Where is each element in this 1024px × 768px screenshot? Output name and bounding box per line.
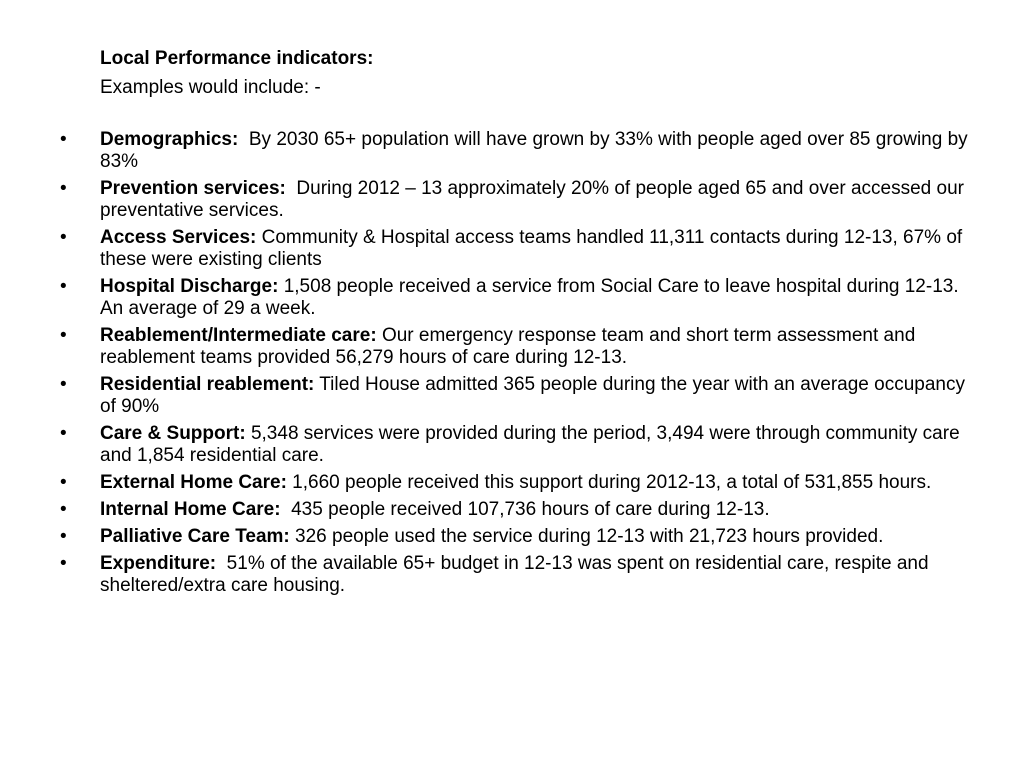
list-item-text [100,129,973,173]
bullet-icon: • [60,374,67,395]
list-item [0,472,1000,494]
bullet-icon: • [60,129,67,150]
list-item-text [100,472,970,494]
bullet-icon: • [60,526,67,547]
list-item-label: Hospital Discharge: [100,276,279,297]
list-item [0,423,1000,467]
list-item-label: Palliative Care Team: [100,526,290,547]
list-item [0,227,1000,271]
list-item-label: Internal Home Care: [100,499,281,520]
list-item-label: Expenditure: [100,553,217,574]
bullet-icon: • [60,276,67,297]
bullet-icon: • [60,423,67,444]
indicator-list [0,129,1000,602]
list-item-body: 1,508 people received a service from Social Care to leave hospital during 12-13. An average of 29 a week. [100,276,963,319]
list-item-text [100,553,970,597]
list-item-text [100,374,970,418]
page-title: Local Performance indicators: [100,48,374,69]
list-item-body: 326 people used the service during 12-13 with 21,723 hours provided. [289,526,884,547]
list-item-label: Demographics: [100,129,239,150]
bullet-icon: • [60,553,67,574]
list-item [0,276,1000,320]
list-item-label: Care & Support: [100,423,246,444]
list-item-label: Reablement/Intermediate care: [100,325,377,346]
list-item [0,178,1000,222]
list-item [0,526,1000,548]
bullet-icon: • [60,227,67,248]
list-item-body: 5,348 services were provided during the period, 3,494 were through community care and 1,854 residential care. [100,423,965,466]
list-item-label: Prevention services: [100,178,286,199]
list-item-body: 1,660 people received this support during 2012-13, a total of 531,855 hours. [286,472,932,493]
list-item [0,374,1000,418]
list-item-label: Residential reablement: [100,374,315,395]
list-item-body: 51% of the available 65+ budget in 12-13 was spent on residential care, respite and sheltered/extra care housing. [100,553,934,596]
list-item-text [100,178,970,222]
page-subtitle: Examples would include: - [100,77,321,98]
bullet-icon: • [60,499,67,520]
bullet-icon: • [60,178,67,199]
list-item-body: During 2012 – 13 approximately 20% of people aged 65 and over accessed our preventative services. [100,178,970,221]
bullet-icon: • [60,325,67,346]
list-item-text [100,325,970,369]
list-item-label: External Home Care: [100,472,287,493]
list-item [0,499,1000,521]
list-item-body: By 2030 65+ population will have grown by 33% with people aged over 85 growing by 83% [100,129,973,172]
list-item-text [100,499,970,521]
list-item-text [100,526,970,548]
list-item-text [100,227,970,271]
list-item [0,129,1000,173]
list-item-body: 435 people received 107,736 hours of care during 12-13. [280,499,770,520]
list-item-text [100,423,970,467]
list-item-body: Community & Hospital access teams handled 11,311 contacts during 12-13, 67% of these were existing clients [100,227,968,270]
list-item-text [100,276,970,320]
list-item-body: Our emergency response team and short term assessment and reablement teams provided 56,279 hours of care during 12-13. [100,325,921,368]
list-item-body: Tiled House admitted 365 people during the year with an average occupancy of 90% [100,374,971,417]
bullet-icon: • [60,472,67,493]
list-item [0,553,1000,597]
list-item [0,325,1000,369]
list-item-label: Access Services: [100,227,257,248]
